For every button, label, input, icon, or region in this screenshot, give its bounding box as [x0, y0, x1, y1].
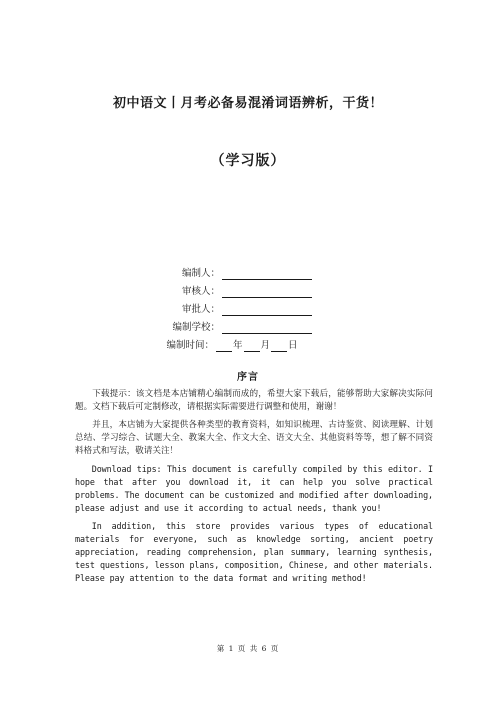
school-row: [0, 319, 496, 337]
day-field: [271, 339, 287, 352]
meta-block: [0, 265, 496, 355]
reviewer-row: [0, 283, 496, 301]
editor-row: [0, 265, 496, 283]
preface-paragraph-materials-cn: 并且，本店铺为大家提供各种类型的教育资料，如知识梳理、古诗鉴赏、阅读理解、计划总结、学习综合、试题大全、教案大全、作文大全、语文大全、其他资料等等，想了解不同资料格式和写法，敬请关注！: [75, 420, 433, 456]
school-label: 编制学校：: [172, 322, 220, 333]
editor-field: [222, 267, 312, 280]
year-field: [216, 339, 232, 352]
reviewer-field: [222, 285, 312, 298]
preface-paragraph-download-tips-cn: 下载提示：该文档是本店铺精心编制而成的，希望大家下载后，能够帮助大家解决实际问题。文档下载后可定制修改，请根据实际需要进行调整和使用，谢谢！: [75, 389, 433, 412]
preface-body: [75, 388, 433, 590]
editor-label: 编制人：: [181, 268, 220, 279]
month-field: [244, 339, 260, 352]
approver-field: [222, 303, 312, 316]
reviewer-label: 审核人：: [181, 286, 220, 297]
preface-paragraph-materials-en: In addition, this store provides various types of educational materials for everyone, such as knowledge sorting, ancient poetry appreciation, reading comprehension, plan summary, learning synthesis, test questions, lesson plans, composition, Chinese, and other materials. Please pay attention to the data format and writing method!: [75, 521, 433, 583]
document-title: 初中语文丨月考必备易混淆词语辨析，干货！: [112, 96, 383, 111]
school-field: [222, 321, 312, 334]
approver-row: [0, 301, 496, 319]
preface-title: 序言: [237, 372, 259, 383]
day-unit: 日: [288, 340, 298, 351]
time-label: 编制时间：: [166, 340, 214, 351]
approver-label: 审批人：: [181, 304, 220, 315]
preface-paragraph-download-tips-en: Download tips: This document is carefully compiled by this editor. I hope that after you download it, it can help you solve practical problems. The document can be customized and modified after downloading, please adjust and use it according to actual needs, thank you!: [75, 464, 433, 513]
page-indicator: 第 1 页 共 6 页: [216, 644, 280, 653]
document-subtitle: （学习版）: [210, 153, 286, 169]
time-row: [0, 337, 496, 355]
year-unit: 年: [233, 340, 243, 351]
month-unit: 月: [260, 340, 271, 351]
